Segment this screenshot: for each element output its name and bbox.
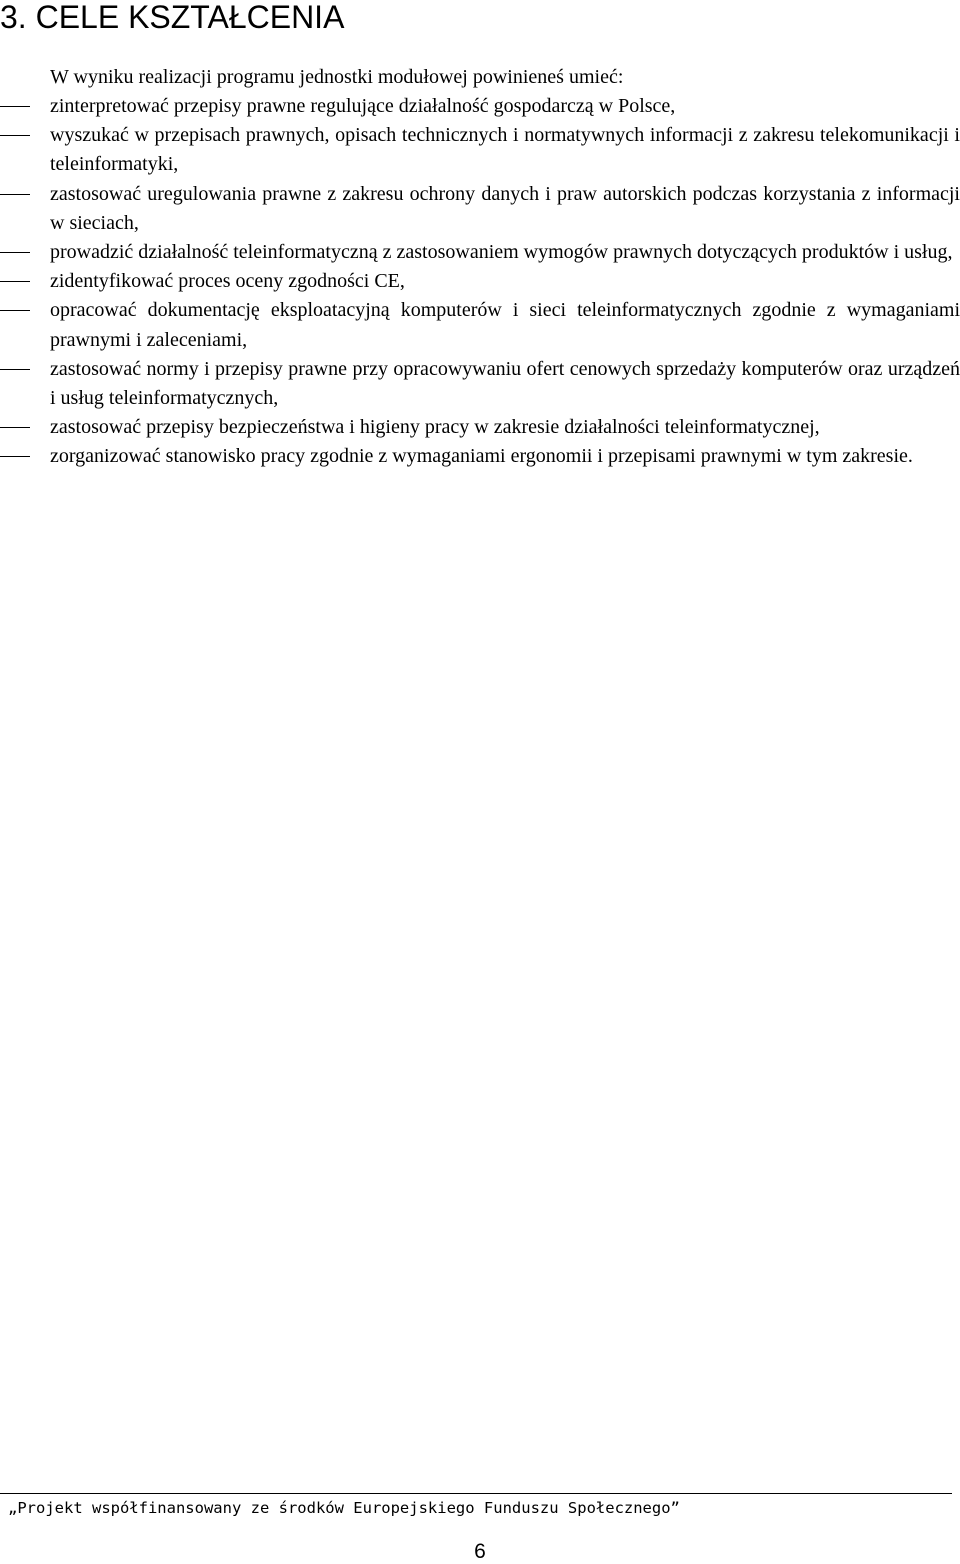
dash-bullet-icon	[0, 252, 30, 253]
list-item-text: zorganizować stanowisko pracy zgodnie z wymaganiami ergonomii i przepisami prawnymi w tym zakresie.	[50, 445, 913, 468]
list-item	[0, 238, 960, 267]
list-item	[0, 267, 960, 296]
list-item	[0, 413, 960, 442]
dash-bullet-icon	[0, 427, 30, 428]
list-item-text: zastosować uregulowania prawne z zakresu ochrony danych i praw autorskich podczas korzystania z informacji w sieciach,	[50, 182, 960, 234]
list-item	[0, 442, 960, 471]
list-item-text: zastosować normy i przepisy prawne przy opracowywaniu ofert cenowych sprzedaży komputerów oraz urządzeń i usług teleinformatycznych,	[50, 357, 960, 410]
list-item	[0, 92, 960, 121]
list-item-text: zidentyfikować proces oceny zgodności CE,	[50, 270, 405, 293]
list-item-text: prowadzić działalność teleinformatyczną z zastosowaniem wymogów prawnych dotyczących produktów i usług,	[50, 241, 953, 264]
list-item-text: wyszukać w przepisach prawnych, opisach technicznych i normatywnych informacji z zakresu telekomunikacji i teleinformatyki,	[50, 124, 960, 176]
dash-bullet-icon	[0, 106, 30, 107]
list-item	[0, 355, 960, 413]
list-item	[0, 121, 960, 179]
dash-bullet-icon	[0, 310, 30, 311]
list-item-text: zinterpretować przepisy prawne regulujące działalność gospodarczą w Polsce,	[50, 95, 676, 117]
dash-bullet-icon	[0, 135, 30, 136]
learning-goals-list	[0, 92, 960, 472]
list-item-text: zastosować przepisy bezpieczeństwa i higieny pracy w zakresie działalności teleinformatycznej,	[50, 416, 820, 439]
dash-bullet-icon	[0, 194, 30, 195]
list-item	[0, 180, 960, 238]
section-heading: 3. CELE KSZTAŁCENIA	[0, 0, 345, 35]
intro-paragraph: W wyniku realizacji programu jednostki modułowej powinieneś umieć:	[50, 66, 624, 88]
footer-divider	[0, 1493, 952, 1494]
list-item-text: opracować dokumentację eksploatacyjną komputerów i sieci teleinformatycznych zgodnie z wymaganiami prawnymi i zaleceniami,	[50, 299, 960, 351]
list-item	[0, 296, 960, 354]
dash-bullet-icon	[0, 456, 30, 457]
dash-bullet-icon	[0, 369, 30, 370]
page-number: 6	[474, 1540, 486, 1563]
footer-funding-note: „Projekt współfinansowany ze środków Europejskiego Funduszu Społecznego”	[8, 1499, 680, 1517]
dash-bullet-icon	[0, 281, 30, 282]
